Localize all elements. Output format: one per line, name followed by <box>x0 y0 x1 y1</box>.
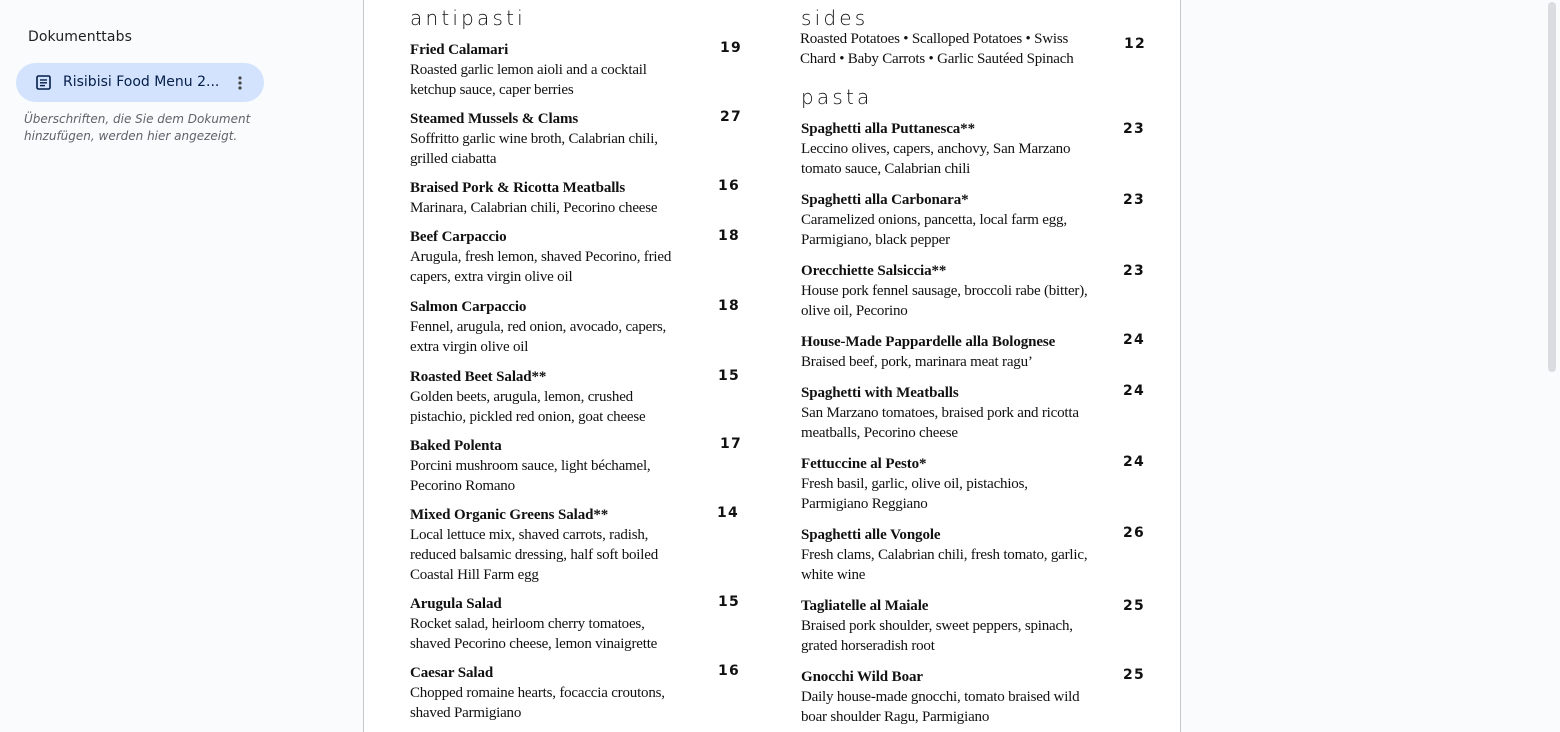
item-name: Spaghetti with Meatballs <box>801 385 959 401</box>
sides-price: 12 <box>1124 36 1146 52</box>
more-options-button[interactable] <box>226 69 254 97</box>
item-price: 25 <box>1123 598 1145 614</box>
item-name: Steamed Mussels & Clams <box>410 111 579 127</box>
item-price: 15 <box>718 368 740 384</box>
document-tab-label: Risibisi Food Menu 2... <box>63 74 220 90</box>
document-icon <box>36 75 51 90</box>
item-price: 18 <box>718 228 740 244</box>
item-desc: Roasted garlic lemon aioli and a cocktail ketchup sauce, caper berries <box>410 62 647 98</box>
item-price: 24 <box>1123 383 1145 399</box>
item-price: 14 <box>717 505 739 521</box>
item-name: Spaghetti alle Vongole <box>801 527 941 543</box>
menu-item <box>410 297 680 357</box>
item-price: 18 <box>718 298 740 314</box>
item-price: 15 <box>718 594 740 610</box>
menu-item <box>801 454 1091 514</box>
item-name: Braised Pork & Ricotta Meatballs <box>410 180 626 196</box>
document-page[interactable] <box>363 0 1181 732</box>
item-name: Gnocchi Wild Boar <box>801 669 923 685</box>
outline-hint: Überschriften, die Sie dem Dokument hinzufügen, werden hier angezeigt. <box>24 112 251 143</box>
item-price: 19 <box>720 40 742 56</box>
item-price: 27 <box>720 109 742 125</box>
item-price: 24 <box>1123 454 1145 470</box>
item-desc: Porcini mushroom sauce, light béchamel, Pecorino Romano <box>410 458 651 494</box>
item-name: Fried Calamari <box>410 42 509 58</box>
item-price: 23 <box>1123 263 1145 279</box>
menu-item <box>801 190 1091 250</box>
more-vert-icon <box>238 76 242 90</box>
menu-item <box>410 663 680 723</box>
item-name: Tagliatelle al Maiale <box>801 598 929 614</box>
menu-item <box>410 594 680 654</box>
item-name: Beef Carpaccio <box>410 229 507 245</box>
item-name: Fettuccine al Pesto* <box>801 456 927 472</box>
item-name: Caesar Salad <box>410 665 494 681</box>
menu-item <box>410 227 680 287</box>
item-desc: Golden beets, arugula, lemon, crushed pistachio, pickled red onion, goat cheese <box>410 389 646 425</box>
item-desc: Soffritto garlic wine broth, Calabrian chili, grilled ciabatta <box>410 131 658 167</box>
item-desc: Braised beef, pork, marinara meat ragu’ <box>801 354 1033 370</box>
menu-item <box>801 596 1091 656</box>
item-price: 16 <box>718 663 740 679</box>
item-desc: Leccino olives, capers, anchovy, San Marzano tomato sauce, Calabrian chili <box>801 141 1071 177</box>
item-desc: Arugula, fresh lemon, shaved Pecorino, fried capers, extra virgin olive oil <box>410 249 672 285</box>
menu-item <box>410 109 680 169</box>
menu-item <box>801 119 1091 179</box>
item-desc: Chopped romaine hearts, focaccia croutons, shaved Parmigiano <box>410 685 665 721</box>
item-name: Baked Polenta <box>410 438 502 454</box>
sides-desc: Roasted Potatoes • Scalloped Potatoes • Swiss Chard • Baby Carrots • Garlic Sautéed Spinach <box>800 31 1074 67</box>
item-name: Mixed Organic Greens Salad** <box>410 507 609 523</box>
menu-item <box>410 367 680 427</box>
item-desc: Local lettuce mix, shaved carrots, radish, reduced balsamic dressing, half soft boiled Coastal Hill Farm egg <box>410 527 658 583</box>
item-name: Spaghetti alla Carbonara* <box>801 192 969 208</box>
item-name: Arugula Salad <box>410 596 502 612</box>
sidebar-heading: Dokumenttabs <box>28 29 132 45</box>
item-price: 23 <box>1123 121 1145 137</box>
sides-list <box>800 29 1090 69</box>
section-title-antipasti: antipasti <box>410 6 526 30</box>
item-name: Orecchiette Salsiccia** <box>801 263 947 279</box>
item-desc: Rocket salad, heirloom cherry tomatoes, shaved Pecorino cheese, lemon vinaigrette <box>410 616 658 652</box>
document-tab[interactable] <box>16 63 264 102</box>
item-name: Salmon Carpaccio <box>410 299 527 315</box>
item-name: Spaghetti alla Puttanesca** <box>801 121 975 137</box>
item-desc: San Marzano tomatoes, braised pork and ricotta meatballs, Pecorino cheese <box>801 405 1079 441</box>
menu-item <box>410 40 680 100</box>
vertical-scrollbar[interactable] <box>1546 0 1560 732</box>
item-desc: Fennel, arugula, red onion, avocado, capers, extra virgin olive oil <box>410 319 667 355</box>
item-desc: Fresh basil, garlic, olive oil, pistachios, Parmigiano Reggiano <box>801 476 1028 512</box>
menu-item <box>801 383 1091 443</box>
menu-item <box>801 667 1091 727</box>
menu-item <box>410 505 680 585</box>
item-price: 23 <box>1123 192 1145 208</box>
item-desc: Daily house-made gnocchi, tomato braised wild boar shoulder Ragu, Parmigiano <box>801 689 1080 725</box>
item-price: 16 <box>718 178 740 194</box>
menu-item <box>801 525 1091 585</box>
item-price: 26 <box>1123 525 1145 541</box>
scrollbar-thumb[interactable] <box>1548 2 1556 372</box>
item-price: 25 <box>1123 667 1145 683</box>
menu-item <box>801 332 1091 372</box>
menu-item <box>410 436 680 496</box>
item-price: 17 <box>720 436 742 452</box>
menu-item <box>410 178 680 218</box>
item-price: 24 <box>1123 332 1145 348</box>
section-title-sides: sides <box>801 6 869 30</box>
item-name: Roasted Beet Salad** <box>410 369 547 385</box>
document-tabs-sidebar <box>0 0 300 732</box>
item-name: House-Made Pappardelle alla Bolognese <box>801 334 1056 350</box>
item-desc: Fresh clams, Calabrian chili, fresh tomato, garlic, white wine <box>801 547 1088 583</box>
item-desc: House pork fennel sausage, broccoli rabe (bitter), olive oil, Pecorino <box>801 283 1088 319</box>
section-title-pasta: pasta <box>801 85 873 109</box>
item-desc: Braised pork shoulder, sweet peppers, spinach, grated horseradish root <box>801 618 1073 654</box>
item-desc: Marinara, Calabrian chili, Pecorino cheese <box>410 200 658 216</box>
item-desc: Caramelized onions, pancetta, local farm egg, Parmigiano, black pepper <box>801 212 1067 248</box>
menu-item <box>801 261 1091 321</box>
